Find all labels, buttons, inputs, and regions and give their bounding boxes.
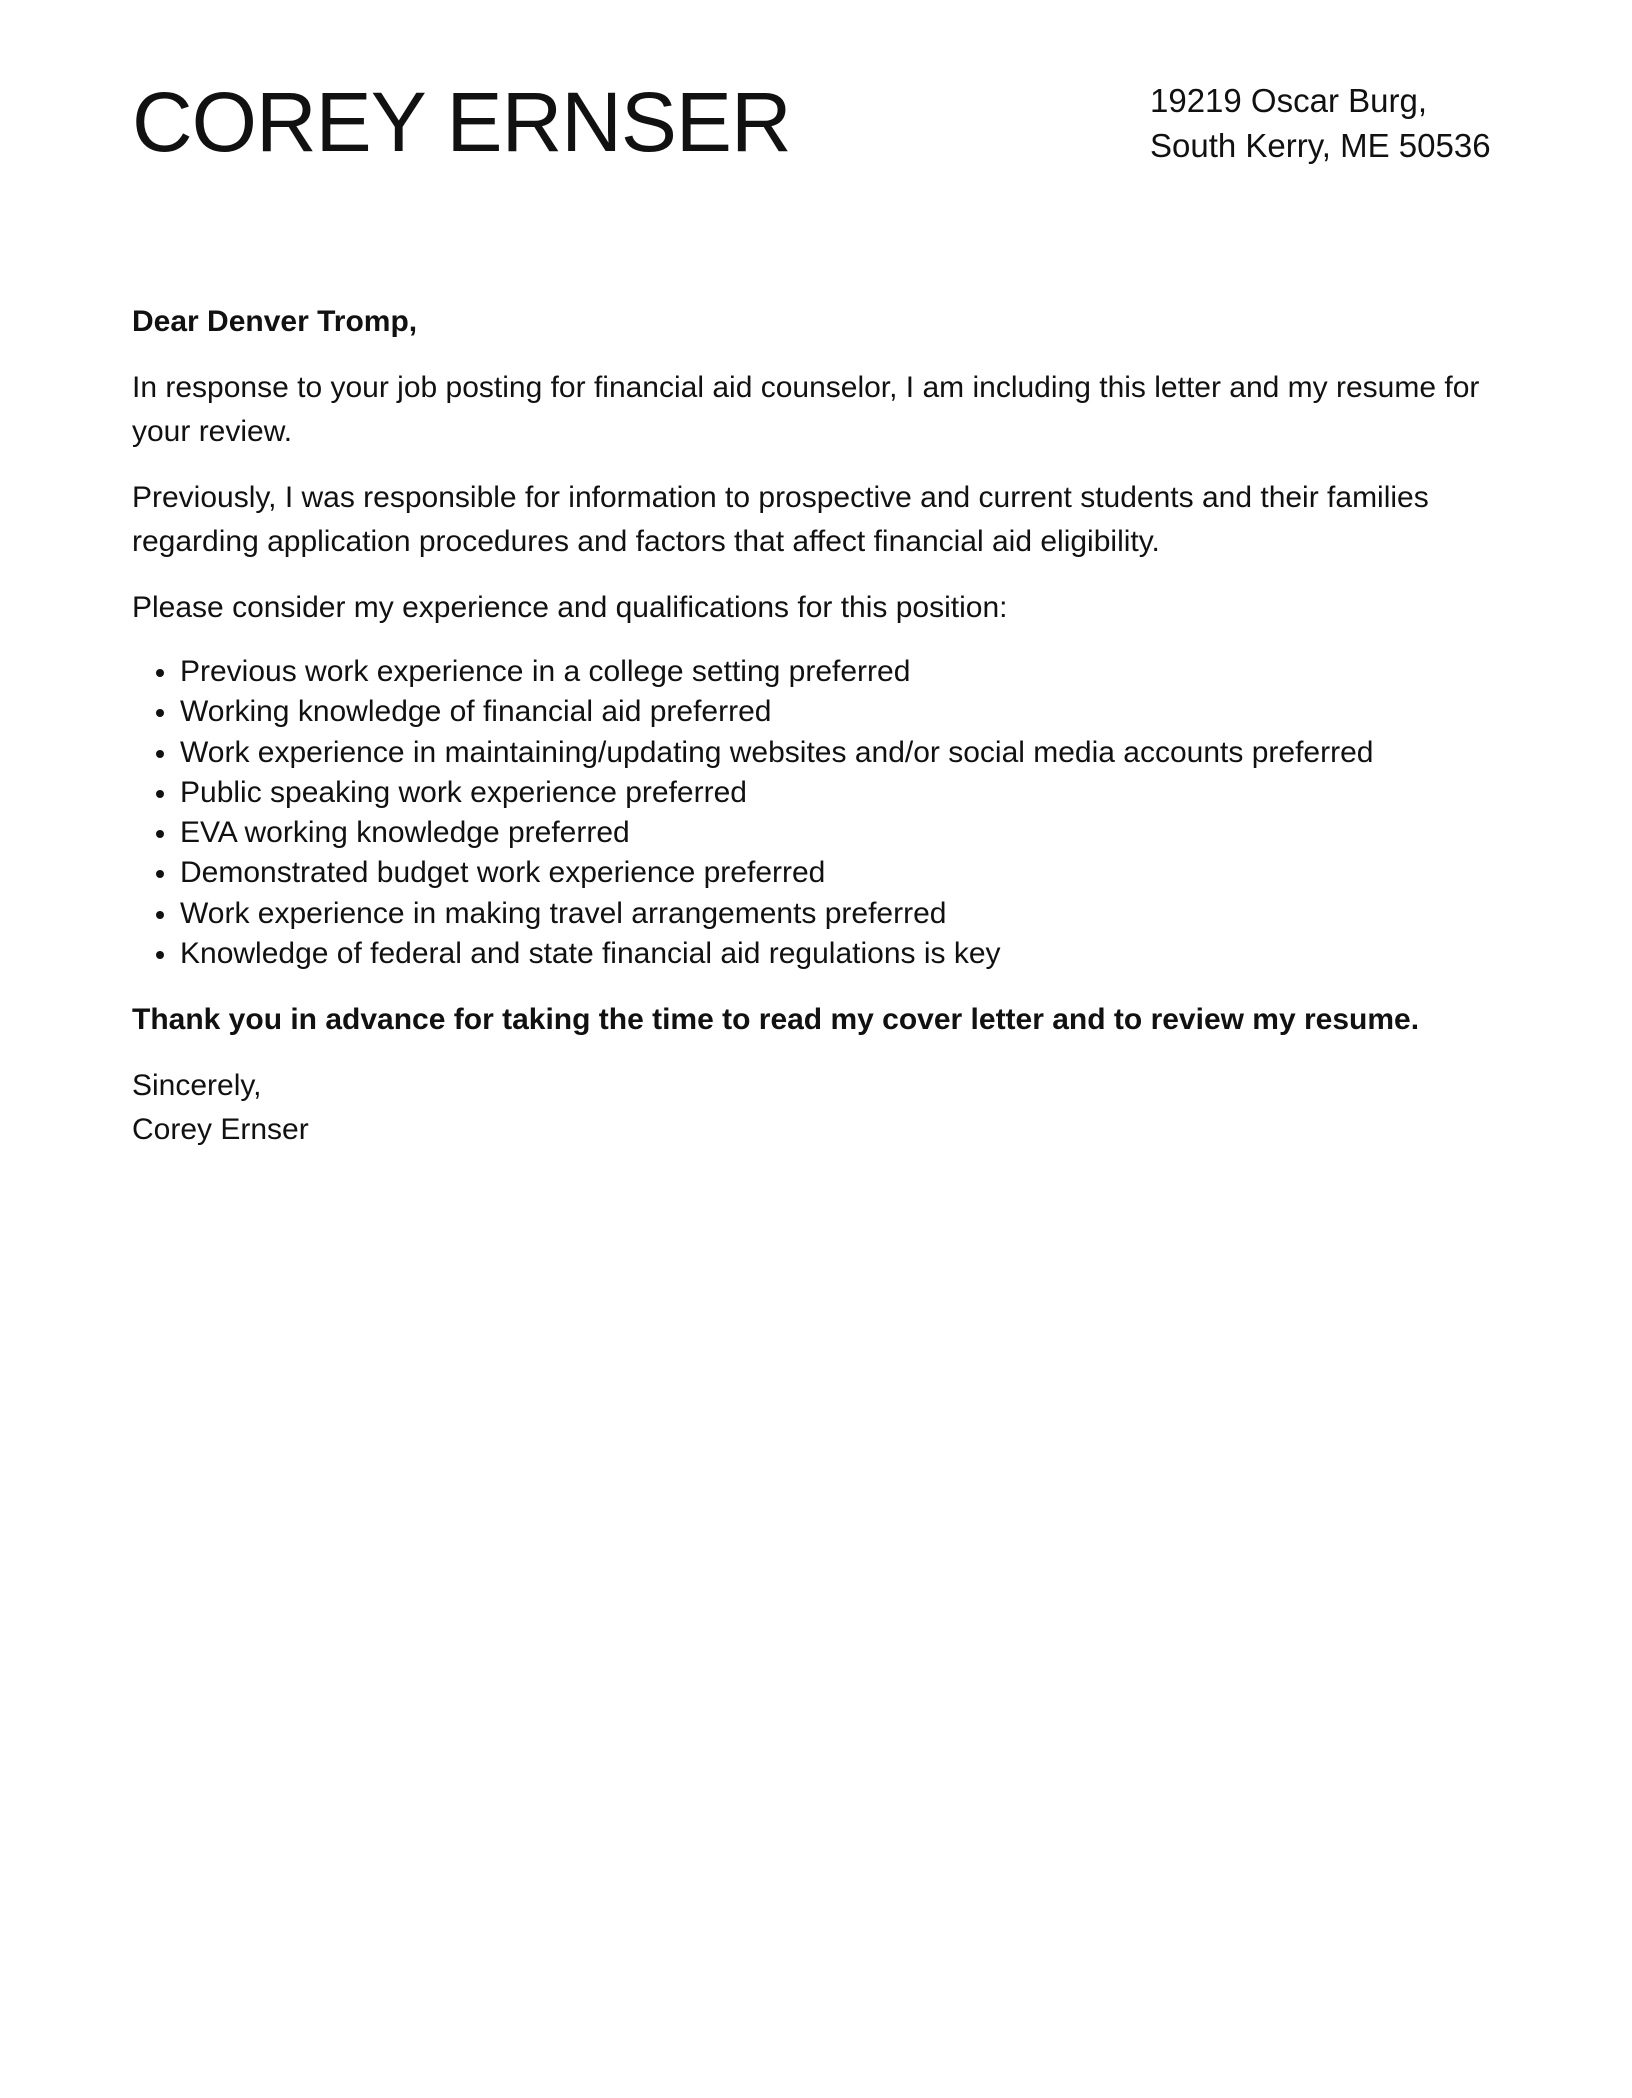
- address-line-2: South Kerry, ME 50536: [1150, 127, 1491, 164]
- bullet-icon: [156, 709, 164, 717]
- bullet-icon: [156, 790, 164, 798]
- letter-body: [132, 300, 1502, 1152]
- paragraph-intro: In response to your job posting for financial aid counselor, I am including this letter and my resume for your review.: [132, 371, 1480, 448]
- list-item-text: Demonstrated budget work experience preferred: [180, 856, 826, 890]
- bullet-icon: [156, 830, 164, 838]
- applicant-name: COREY ERNSER: [132, 75, 791, 169]
- qualifications-list: [132, 652, 1502, 974]
- list-item: [132, 652, 1502, 692]
- list-item: [132, 773, 1502, 813]
- list-item-text: Work experience in making travel arrangements preferred: [180, 896, 947, 930]
- closing-statement: Thank you in advance for taking the time to read my cover letter and to review my resume.: [132, 1003, 1420, 1037]
- list-item-text: Knowledge of federal and state financial aid regulations is key: [180, 937, 1001, 971]
- list-item: [132, 894, 1502, 934]
- list-item-text: Work experience in maintaining/updating websites and/or social media accounts preferred: [180, 735, 1374, 769]
- list-item: [132, 692, 1502, 732]
- list-item-text: Previous work experience in a college setting preferred: [180, 655, 911, 688]
- paragraph-qualifications-intro: Please consider my experience and qualifications for this position:: [132, 591, 1008, 624]
- signature-name: Corey Ernser: [132, 1113, 309, 1147]
- bullet-icon: [156, 870, 164, 878]
- list-item-text: Working knowledge of financial aid preferred: [180, 695, 772, 729]
- list-item: [132, 853, 1502, 893]
- applicant-address: [1150, 78, 1491, 168]
- bullet-icon: [156, 669, 164, 677]
- list-item: [132, 733, 1502, 773]
- list-item-text: Public speaking work experience preferred: [180, 775, 747, 809]
- list-item-text: EVA working knowledge preferred: [180, 816, 630, 850]
- list-item: [132, 934, 1502, 974]
- bullet-icon: [156, 750, 164, 758]
- list-item: [132, 813, 1502, 853]
- signoff-block: [132, 1064, 1502, 1152]
- address-line-1: 19219 Oscar Burg,: [1150, 82, 1427, 119]
- signoff: Sincerely,: [132, 1069, 262, 1103]
- bullet-icon: [156, 911, 164, 919]
- paragraph-experience: Previously, I was responsible for information to prospective and current students and their families regarding application procedures and factors that affect financial aid eligibility.: [132, 481, 1429, 558]
- salutation: Dear Denver Tromp,: [132, 305, 418, 338]
- bullet-icon: [156, 951, 164, 959]
